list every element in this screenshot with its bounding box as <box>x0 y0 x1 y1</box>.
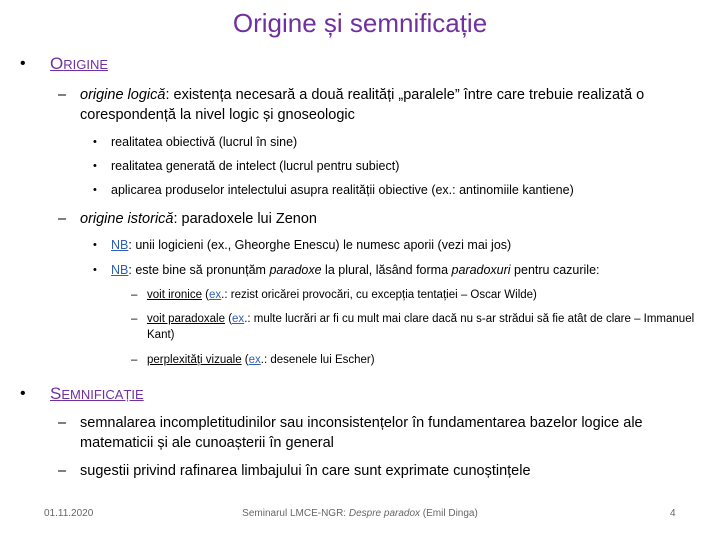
semnificatie-item: – sugestii privind rafinarea limbajului în care sunt exprimate cunoștințele <box>58 463 531 479</box>
footer-date: 01.11.2020 <box>44 508 94 519</box>
semnificatie-item: – semnalarea incompletitudinilor sau inconsistențelor în fundamentarea bazelor logice ale matematicii și ale cunoașterii în general <box>58 415 643 451</box>
term-origine-istorica: origine istorică <box>80 211 174 227</box>
bullet-icon: • <box>20 385 26 402</box>
section-heading-origine: ORIGINE <box>50 54 109 73</box>
section-heading-semnificatie: SEMNIFICAȚIE <box>50 384 144 403</box>
list-item: • aplicarea produselor intelectului asupra realității obiective (ex.: antinomiile kantiene) <box>93 183 574 197</box>
term-origine-logica: origine logică <box>80 87 166 103</box>
footer-page-number: 4 <box>670 508 676 519</box>
footer-seminar: Seminarul LMCE-NGR: Despre paradox (Emil Dinga) <box>242 508 478 519</box>
nb-note-1: • NB: unii logicieni (ex., Gheorghe Enescu) le numesc aporii (vezi mai jos) <box>93 238 512 252</box>
nb-note-2: • NB: este bine să pronunțăm paradoxe la plural, lăsând forma paradoxuri pentru cazurile: <box>93 263 600 277</box>
case-item: – perplexități vizuale (ex.: desenele lui Escher) <box>131 354 375 366</box>
slide-title: Origine și semnificație <box>232 8 488 38</box>
origine-istorica-item: – origine istorică: paradoxele lui Zenon <box>58 211 317 227</box>
case-item: – voit paradoxale (ex.: multe lucrări ar fi cu mult mai clare dacă nu s-ar strădui să fie atât de clare – Immanuel Kant) <box>131 313 695 341</box>
nb-label: NB <box>111 238 129 252</box>
list-item: • realitatea generată de intelect (lucrul pentru subiect) <box>93 159 400 173</box>
case-item: – voit ironice (ex.: rezist oricărei provocări, cu excepția tentației – Oscar Wilde) <box>131 289 537 301</box>
origine-logica-item: – origine logică: existența necesară a două realități „paralele” între care trebuie realizată o corespondență la nivel logic și gnoseologic <box>58 87 645 123</box>
bullet-icon: • <box>20 55 26 72</box>
list-item: • realitatea obiectivă (lucrul în sine) <box>93 135 298 149</box>
nb-label: NB <box>111 263 129 277</box>
